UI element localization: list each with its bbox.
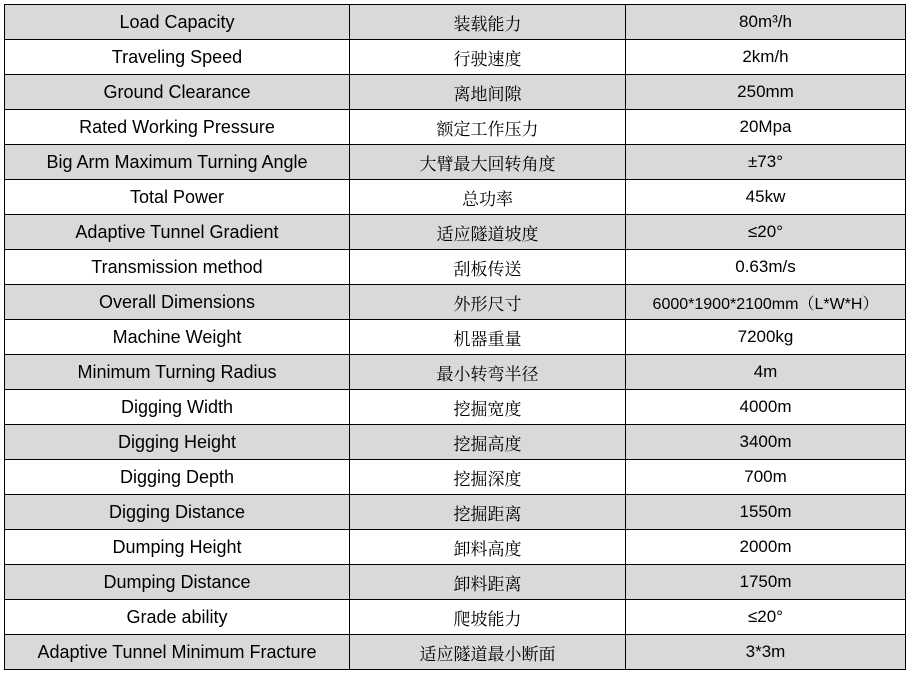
table-row — [5, 320, 906, 355]
param-value: 2km/h — [626, 40, 906, 75]
table-row — [5, 180, 906, 215]
param-value: 80m³/h — [626, 5, 906, 40]
param-name-zh: 最小转弯半径 — [350, 355, 626, 390]
param-name-en: Machine Weight — [5, 320, 350, 355]
param-name-en: Adaptive Tunnel Gradient — [5, 215, 350, 250]
param-value: 7200kg — [626, 320, 906, 355]
table-row — [5, 215, 906, 250]
param-name-zh: 额定工作压力 — [350, 110, 626, 145]
table-row — [5, 495, 906, 530]
param-name-zh: 挖掘距离 — [350, 495, 626, 530]
param-name-en: Minimum Turning Radius — [5, 355, 350, 390]
param-value: 2000m — [626, 530, 906, 565]
param-name-en: Big Arm Maximum Turning Angle — [5, 145, 350, 180]
param-name-zh: 卸料高度 — [350, 530, 626, 565]
param-name-en: Digging Depth — [5, 460, 350, 495]
param-value: 3*3m — [626, 635, 906, 670]
table-row — [5, 75, 906, 110]
table-row — [5, 425, 906, 460]
param-value: ±73° — [626, 145, 906, 180]
param-name-zh: 爬坡能力 — [350, 600, 626, 635]
table-row — [5, 530, 906, 565]
table-row — [5, 285, 906, 320]
spec-table-body — [5, 5, 906, 670]
param-value: 250mm — [626, 75, 906, 110]
param-name-en: Digging Width — [5, 390, 350, 425]
param-name-zh: 挖掘宽度 — [350, 390, 626, 425]
param-value: 6000*1900*2100mm（L*W*H） — [626, 285, 906, 320]
table-row — [5, 5, 906, 40]
param-name-zh: 挖掘高度 — [350, 425, 626, 460]
param-name-en: Load Capacity — [5, 5, 350, 40]
param-name-zh: 外形尺寸 — [350, 285, 626, 320]
table-row — [5, 110, 906, 145]
param-name-en: Ground Clearance — [5, 75, 350, 110]
spec-table — [4, 4, 906, 670]
param-name-zh: 大臂最大回转角度 — [350, 145, 626, 180]
table-row — [5, 565, 906, 600]
param-name-zh: 行驶速度 — [350, 40, 626, 75]
param-value: ≤20° — [626, 600, 906, 635]
param-name-en: Total Power — [5, 180, 350, 215]
param-name-zh: 机器重量 — [350, 320, 626, 355]
table-row — [5, 40, 906, 75]
param-value: 4000m — [626, 390, 906, 425]
param-name-en: Overall Dimensions — [5, 285, 350, 320]
param-name-zh: 离地间隙 — [350, 75, 626, 110]
param-name-en: Digging Height — [5, 425, 350, 460]
param-name-zh: 卸料距离 — [350, 565, 626, 600]
table-row — [5, 390, 906, 425]
param-name-en: Dumping Height — [5, 530, 350, 565]
param-name-zh: 装载能力 — [350, 5, 626, 40]
table-row — [5, 635, 906, 670]
param-value: 45kw — [626, 180, 906, 215]
param-name-zh: 适应隧道坡度 — [350, 215, 626, 250]
param-name-zh: 刮板传送 — [350, 250, 626, 285]
param-name-en: Adaptive Tunnel Minimum Fracture — [5, 635, 350, 670]
param-name-en: Traveling Speed — [5, 40, 350, 75]
param-name-en: Digging Distance — [5, 495, 350, 530]
param-value: 1550m — [626, 495, 906, 530]
param-name-en: Dumping Distance — [5, 565, 350, 600]
param-name-zh: 挖掘深度 — [350, 460, 626, 495]
param-value: 700m — [626, 460, 906, 495]
param-value: 20Mpa — [626, 110, 906, 145]
table-row — [5, 145, 906, 180]
table-row — [5, 355, 906, 390]
param-value: ≤20° — [626, 215, 906, 250]
param-name-en: Transmission method — [5, 250, 350, 285]
table-row — [5, 600, 906, 635]
param-name-zh: 总功率 — [350, 180, 626, 215]
table-row — [5, 250, 906, 285]
param-value: 4m — [626, 355, 906, 390]
param-name-en: Rated Working Pressure — [5, 110, 350, 145]
table-row — [5, 460, 906, 495]
param-value: 3400m — [626, 425, 906, 460]
param-name-zh: 适应隧道最小断面 — [350, 635, 626, 670]
param-name-en: Grade ability — [5, 600, 350, 635]
param-value: 1750m — [626, 565, 906, 600]
param-value: 0.63m/s — [626, 250, 906, 285]
